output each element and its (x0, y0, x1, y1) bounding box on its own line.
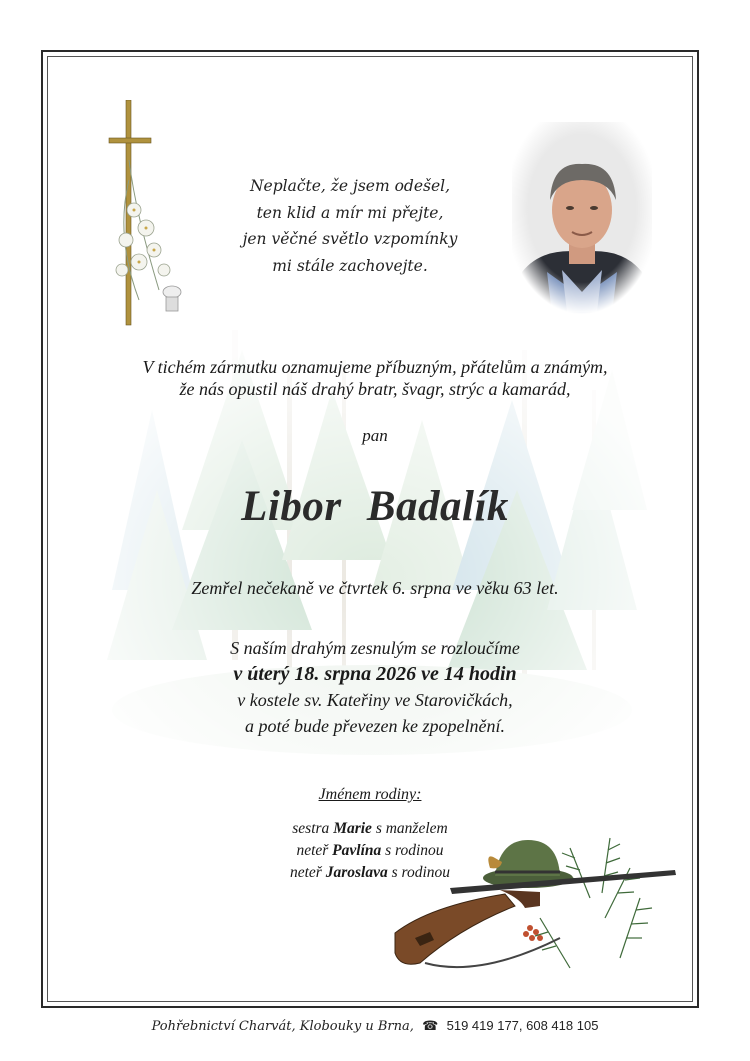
family-member-name: Pavlína (332, 842, 382, 859)
family-relation: sestra (292, 820, 330, 837)
deceased-first-name: Libor (241, 483, 342, 530)
deceased-last-name: Badalík (366, 483, 509, 530)
family-suffix: s manželem (375, 820, 448, 837)
funeral-home-footer (0, 1018, 750, 1034)
family-heading: Jménem rodiny: (318, 786, 422, 803)
family-suffix: s rodinou (385, 842, 444, 859)
funeral-home-name: Pohřebnictví Charvát, Klobouky u Brna, (151, 1019, 414, 1034)
funeral-home-phones: 519 419 177, 608 418 105 (446, 1018, 599, 1033)
funeral-date-time: v úterý 18. srpna 2026 ve 14 hodin (233, 663, 517, 685)
family-member-name: Marie (333, 820, 372, 837)
deceased-name (0, 482, 750, 531)
memorial-poem (230, 173, 470, 279)
announcement-text (0, 356, 750, 400)
hunting-hat-rifle-icon (390, 828, 680, 978)
title-pan: pan (362, 426, 388, 445)
announcement-line-1: V tichém zármutku oznamujeme příbuzným, přátelům a známým, (142, 357, 608, 377)
family-relation: neteř (289, 864, 322, 881)
cross-with-lilies-icon (104, 100, 194, 328)
funeral-location: v kostele sv. Kateřiny ve Starovičkách, (237, 690, 513, 710)
poem-line: Neplačte, že jsem odešel, (249, 177, 451, 195)
announcement-line-2: že nás opustil náš drahý bratr, švagr, strýc a kamarád, (179, 379, 571, 399)
portrait-photo (512, 122, 652, 314)
family-relation: neteř (296, 842, 329, 859)
poem-line: ten klid a mír mi přejte, (256, 203, 444, 222)
funeral-details (0, 635, 750, 739)
funeral-line-4: a poté bude převezen ke zpopelnění. (245, 716, 505, 736)
funeral-line-1: S naším drahým zesnulým se rozloučíme (230, 638, 520, 658)
death-notice: Zemřel nečekaně ve čtvrtek 6. srpna ve věku 63 let. (191, 578, 559, 598)
poem-line: mi stále zachovejte. (272, 256, 428, 275)
poem-line: jen věčné světlo vzpomínky (242, 230, 458, 248)
phone-icon: ☎ (422, 1018, 439, 1033)
family-member-name: Jaroslava (325, 864, 388, 881)
family-suffix: s rodinou (391, 864, 451, 881)
